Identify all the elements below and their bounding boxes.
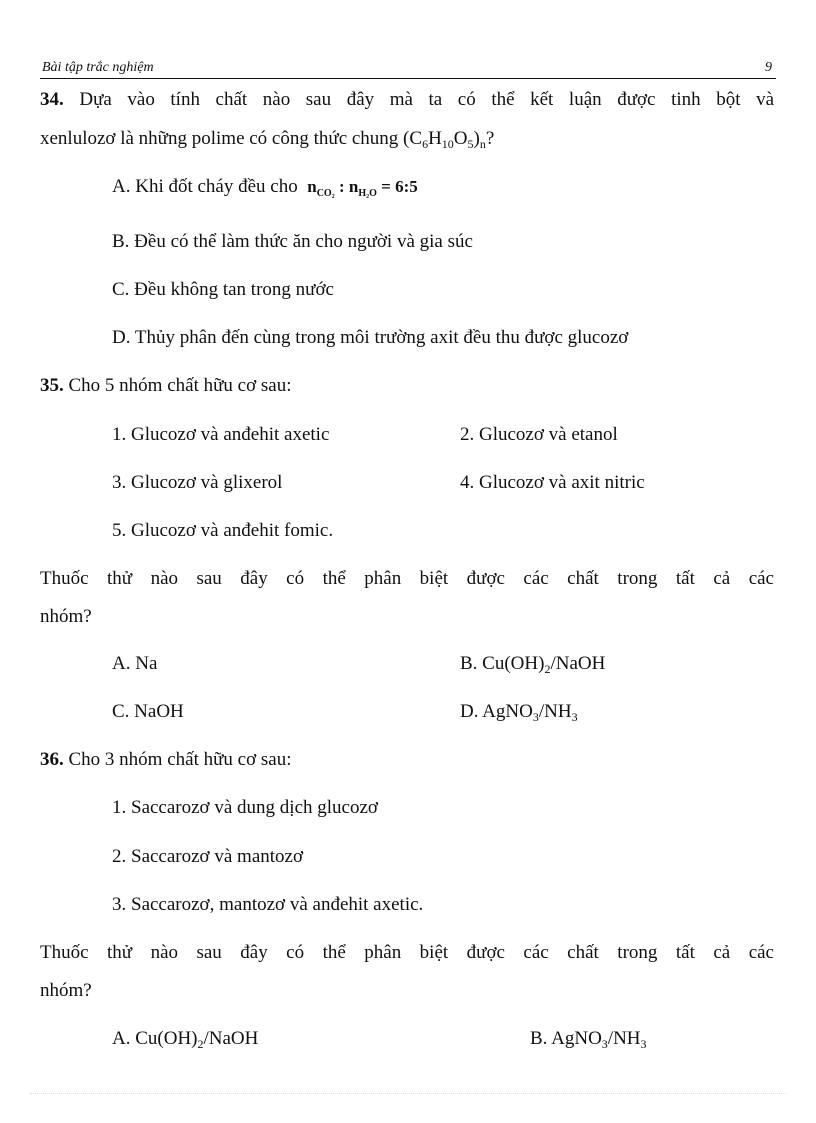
- subscript: 10: [441, 137, 454, 151]
- question-36-text: Cho 3 nhóm chất hữu cơ sau:: [68, 749, 292, 770]
- question-34-text: Dựa vào tính chất nào sau đây mà ta có thể kết luận được tinh bột và: [79, 89, 775, 110]
- option-d-text: D. AgNO: [460, 701, 533, 722]
- q34-option-d: D. Thủy phân đến cùng trong môi trường axit đều thu được glucozơ: [112, 327, 629, 348]
- formula-colon: :: [334, 177, 349, 196]
- subscript: 5: [467, 137, 474, 151]
- question-mark: ?: [485, 128, 495, 149]
- subscript: 3: [640, 1037, 647, 1051]
- option-b-text: B. AgNO: [530, 1028, 602, 1049]
- question-35-stem: [40, 374, 291, 398]
- subscript: 3: [532, 710, 539, 724]
- question-34-number: 34.: [40, 89, 64, 110]
- question-34-line-2: [40, 127, 494, 151]
- q36-group-1: 1. Saccarozơ và dung dịch glucozơ: [112, 797, 378, 818]
- q34-option-a: [112, 175, 418, 199]
- page-number: 9: [765, 60, 772, 75]
- question-36-stem: [40, 748, 291, 772]
- q35-option-d: [460, 700, 578, 724]
- option-b-text-2: /NaOH: [550, 653, 606, 674]
- q36-ask-line-2: nhóm?: [40, 980, 92, 1001]
- q35-group-1: 1. Glucozơ và anđehit axetic: [112, 424, 330, 445]
- q36-option-a: [112, 1027, 258, 1051]
- subscript: 3: [601, 1037, 608, 1051]
- subscript: 3: [571, 710, 578, 724]
- element-symbol: H: [428, 128, 442, 149]
- question-35-text: Cho 5 nhóm chất hữu cơ sau:: [68, 375, 292, 396]
- question-34-text-2: xenlulozơ là những polime có công thức chung (C: [40, 128, 423, 149]
- q35-option-c: C. NaOH: [112, 701, 184, 722]
- subscript: 6: [422, 137, 429, 151]
- option-d-text-2: /NH: [538, 701, 572, 722]
- q36-group-2: 2. Saccarozơ và mantozơ: [112, 846, 304, 867]
- q35-group-2: 2. Glucozơ và etanol: [460, 424, 618, 445]
- page-header: [40, 58, 776, 79]
- q36-ask-line-1: Thuốc thử nào sau đây có thể phân biệt được các chất trong tất cả các: [40, 942, 774, 963]
- option-a-text-2: /NaOH: [203, 1028, 259, 1049]
- subscript: 2: [197, 1037, 204, 1051]
- q35-ask-line-2: nhóm?: [40, 606, 92, 627]
- q35-option-a: A. Na: [112, 653, 158, 674]
- q35-group-4: 4. Glucozơ và axit nitric: [460, 472, 645, 493]
- paren: ): [473, 128, 480, 149]
- q35-group-5: 5. Glucozơ và anđehit fomic.: [112, 520, 334, 541]
- formula-subscript: H₂O: [358, 188, 377, 199]
- option-a-formula: [307, 177, 418, 199]
- header-title: Bài tập trắc nghiệm: [42, 60, 154, 75]
- question-35-number: 35.: [40, 375, 64, 396]
- q35-group-3: 3. Glucozơ và glixerol: [112, 472, 283, 493]
- formula-n: n: [307, 177, 317, 196]
- subscript: 2: [544, 662, 551, 676]
- option-a-text: A. Cu(OH): [112, 1028, 198, 1049]
- option-a-text: A. Khi đốt cháy đều cho: [112, 176, 298, 197]
- q35-ask-line-1: Thuốc thử nào sau đây có thể phân biệt được các chất trong tất cả các: [40, 568, 774, 589]
- q36-group-3: 3. Saccarozơ, mantozơ và anđehit axetic.: [112, 894, 424, 915]
- option-b-text-2: /NH: [607, 1028, 641, 1049]
- element-symbol: O: [453, 128, 468, 149]
- q34-option-c: C. Đều không tan trong nước: [112, 279, 334, 300]
- q34-option-b: B. Đều có thể làm thức ăn cho người và gia súc: [112, 231, 473, 252]
- formula-ratio: = 6:5: [376, 177, 418, 196]
- formula-subscript: CO₂: [316, 188, 335, 199]
- q36-option-b: [530, 1027, 647, 1051]
- q35-option-b: [460, 652, 605, 676]
- option-b-text: B. Cu(OH): [460, 653, 545, 674]
- page-bottom-divider: [30, 1093, 786, 1094]
- subscript: n: [479, 137, 486, 151]
- question-34-line-1: [40, 88, 774, 112]
- question-36-number: 36.: [40, 749, 64, 770]
- formula-n: n: [348, 177, 359, 196]
